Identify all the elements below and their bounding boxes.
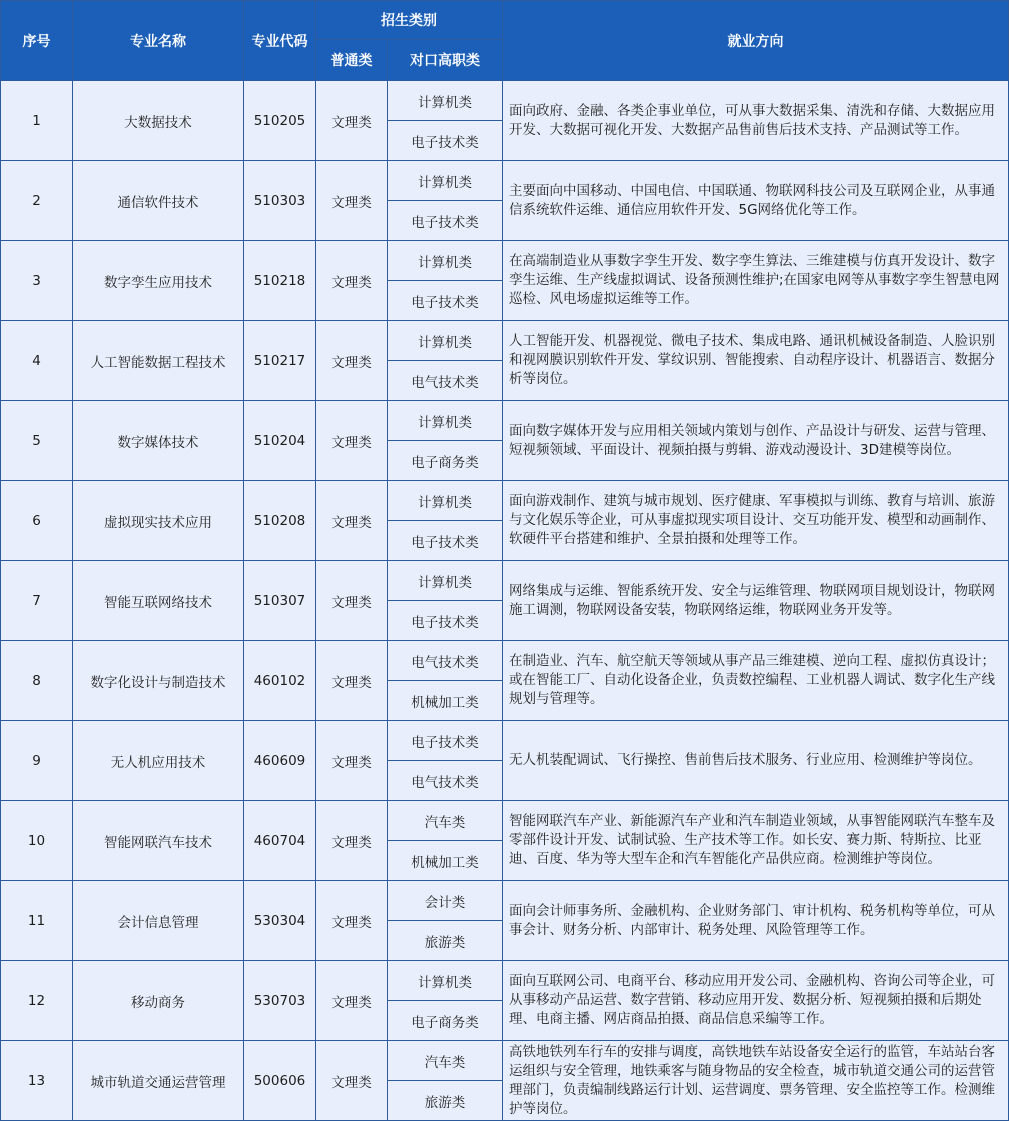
vocational-category: 旅游类 [388,921,503,961]
row-index: 3 [1,241,73,321]
major-name: 智能互联网络技术 [73,561,244,641]
vocational-category: 计算机类 [388,241,503,281]
major-name: 数字孪生应用技术 [73,241,244,321]
general-category: 文理类 [316,81,388,161]
row-index: 1 [1,81,73,161]
major-name: 移动商务 [73,961,244,1041]
row-index: 11 [1,881,73,961]
table-row [1,561,1009,601]
table-row [1,721,1009,761]
vocational-category: 计算机类 [388,961,503,1001]
row-index: 8 [1,641,73,721]
row-index: 6 [1,481,73,561]
general-category: 文理类 [316,241,388,321]
table-row [1,241,1009,281]
general-category: 文理类 [316,481,388,561]
major-code: 460102 [244,641,316,721]
header-general: 普通类 [316,40,388,81]
general-category: 文理类 [316,881,388,961]
row-index: 12 [1,961,73,1041]
vocational-category: 电子商务类 [388,441,503,481]
table-body [1,81,1009,1121]
major-code: 510303 [244,161,316,241]
table-row [1,161,1009,201]
major-code: 510217 [244,321,316,401]
table-row [1,401,1009,441]
major-name: 数字媒体技术 [73,401,244,481]
general-category: 文理类 [316,561,388,641]
vocational-category: 电子技术类 [388,201,503,241]
vocational-category: 电子商务类 [388,1001,503,1041]
major-code: 510205 [244,81,316,161]
vocational-category: 计算机类 [388,401,503,441]
row-index: 4 [1,321,73,401]
major-name: 智能网联汽车技术 [73,801,244,881]
major-code: 460704 [244,801,316,881]
major-name: 通信软件技术 [73,161,244,241]
major-code: 530304 [244,881,316,961]
vocational-category: 计算机类 [388,81,503,121]
header-career: 就业方向 [503,1,1009,81]
career-direction: 面向会计师事务所、金融机构、企业财务部门、审计机构、税务机构等单位，可从事会计、财务分析、内部审计、税务处理、风险管理等工作。 [503,881,1009,961]
vocational-category: 会计类 [388,881,503,921]
header-vocational: 对口高职类 [388,40,503,81]
vocational-category: 电气技术类 [388,761,503,801]
vocational-category: 电子技术类 [388,281,503,321]
general-category: 文理类 [316,1041,388,1121]
general-category: 文理类 [316,641,388,721]
career-direction: 智能网联汽车产业、新能源汽车产业和汽车制造业领域，从事智能网联汽车整车及零部件设计开发、试制试验、生产技术等工作。如长安、赛力斯、特斯拉、比亚迪、百度、华为等大型车企和汽车智能化产品供应商。检测维护等岗位。 [503,801,1009,881]
vocational-category: 计算机类 [388,481,503,521]
vocational-category: 机械加工类 [388,841,503,881]
vocational-category: 旅游类 [388,1081,503,1121]
table-row [1,641,1009,681]
career-direction: 面向政府、金融、各类企事业单位，可从事大数据采集、清洗和存储、大数据应用开发、大数据可视化开发、大数据产品售前售后技术支持、产品测试等工作。 [503,81,1009,161]
table-row [1,481,1009,521]
major-code: 500606 [244,1041,316,1121]
career-direction: 面向互联网公司、电商平台、移动应用开发公司、金融机构、咨询公司等企业，可从事移动产品运营、数字营销、移动应用开发、数据分析、短视频拍摄和后期处理、电商主播、网店商品拍摄、商品信息采编等工作。 [503,961,1009,1041]
vocational-category: 电子技术类 [388,121,503,161]
row-index: 7 [1,561,73,641]
table-row [1,321,1009,361]
row-index: 5 [1,401,73,481]
vocational-category: 计算机类 [388,161,503,201]
career-direction: 无人机装配调试、飞行操控、售前售后技术服务、行业应用、检测维护等岗位。 [503,721,1009,801]
row-index: 9 [1,721,73,801]
general-category: 文理类 [316,401,388,481]
major-code: 510307 [244,561,316,641]
table-row [1,81,1009,121]
major-name: 城市轨道交通运营管理 [73,1041,244,1121]
career-direction: 高铁地铁列车行车的安排与调度，高铁地铁车站设备安全运行的监管，车站站台客运组织与安全管理，地铁乘客与随身物品的安全检查，城市轨道交通公司的运营管理部门，负责编制线路运行计划、运营调度、票务管理、安全监控等工作。检测维护等岗位。 [503,1041,1009,1121]
vocational-category: 汽车类 [388,801,503,841]
major-name: 会计信息管理 [73,881,244,961]
row-index: 13 [1,1041,73,1121]
career-direction: 面向数字媒体开发与应用相关领域内策划与创作、产品设计与研发、运营与管理、短视频领域、平面设计、视频拍摄与剪辑、游戏动漫设计、3D建模等岗位。 [503,401,1009,481]
vocational-category: 计算机类 [388,561,503,601]
career-direction: 面向游戏制作、建筑与城市规划、医疗健康、军事模拟与训练、教育与培训、旅游与文化娱乐等企业，可从事虚拟现实项目设计、交互功能开发、模型和动画制作、软硬件平台搭建和维护、全景拍摄和处理等工作。 [503,481,1009,561]
table-row [1,801,1009,841]
major-code: 510218 [244,241,316,321]
vocational-category: 电子技术类 [388,521,503,561]
vocational-category: 电子技术类 [388,721,503,761]
vocational-category: 电气技术类 [388,361,503,401]
header-index: 序号 [1,1,73,81]
career-direction: 主要面向中国移动、中国电信、中国联通、物联网科技公司及互联网企业，从事通信系统软件运维、通信应用软件开发、5G网络优化等工作。 [503,161,1009,241]
header-name: 专业名称 [73,1,244,81]
major-code: 510204 [244,401,316,481]
header-category: 招生类别 [316,1,503,40]
row-index: 10 [1,801,73,881]
career-direction: 人工智能开发、机器视觉、微电子技术、集成电路、通讯机械设备制造、人脸识别和视网膜识别软件开发、掌纹识别、智能搜索、自动程序设计、机器语言、数据分析等岗位。 [503,321,1009,401]
general-category: 文理类 [316,721,388,801]
major-name: 大数据技术 [73,81,244,161]
major-name: 数字化设计与制造技术 [73,641,244,721]
vocational-category: 机械加工类 [388,681,503,721]
major-name: 无人机应用技术 [73,721,244,801]
vocational-category: 电气技术类 [388,641,503,681]
major-name: 人工智能数据工程技术 [73,321,244,401]
header-code: 专业代码 [244,1,316,81]
table-row [1,1041,1009,1081]
major-code: 460609 [244,721,316,801]
major-name: 虚拟现实技术应用 [73,481,244,561]
vocational-category: 电子技术类 [388,601,503,641]
table-row [1,881,1009,921]
general-category: 文理类 [316,321,388,401]
table-row [1,961,1009,1001]
vocational-category: 汽车类 [388,1041,503,1081]
career-direction: 网络集成与运维、智能系统开发、安全与运维管理、物联网项目规划设计，物联网施工调测，物联网设备安装，物联网络运维，物联网业务开发等。 [503,561,1009,641]
major-code: 510208 [244,481,316,561]
row-index: 2 [1,161,73,241]
general-category: 文理类 [316,961,388,1041]
career-direction: 在高端制造业从事数字孪生开发、数字孪生算法、三维建模与仿真开发设计、数字孪生运维、生产线虚拟调试、设备预测性维护;在国家电网等从事数字孪生智慧电网巡检、风电场虚拟运维等工作。 [503,241,1009,321]
major-code: 530703 [244,961,316,1041]
general-category: 文理类 [316,161,388,241]
career-direction: 在制造业、汽车、航空航天等领域从事产品三维建模、逆向工程、虚拟仿真设计；或在智能工厂、自动化设备企业，负责数控编程、工业机器人调试、数字化生产线规划与管理等。 [503,641,1009,721]
vocational-category: 计算机类 [388,321,503,361]
general-category: 文理类 [316,801,388,881]
